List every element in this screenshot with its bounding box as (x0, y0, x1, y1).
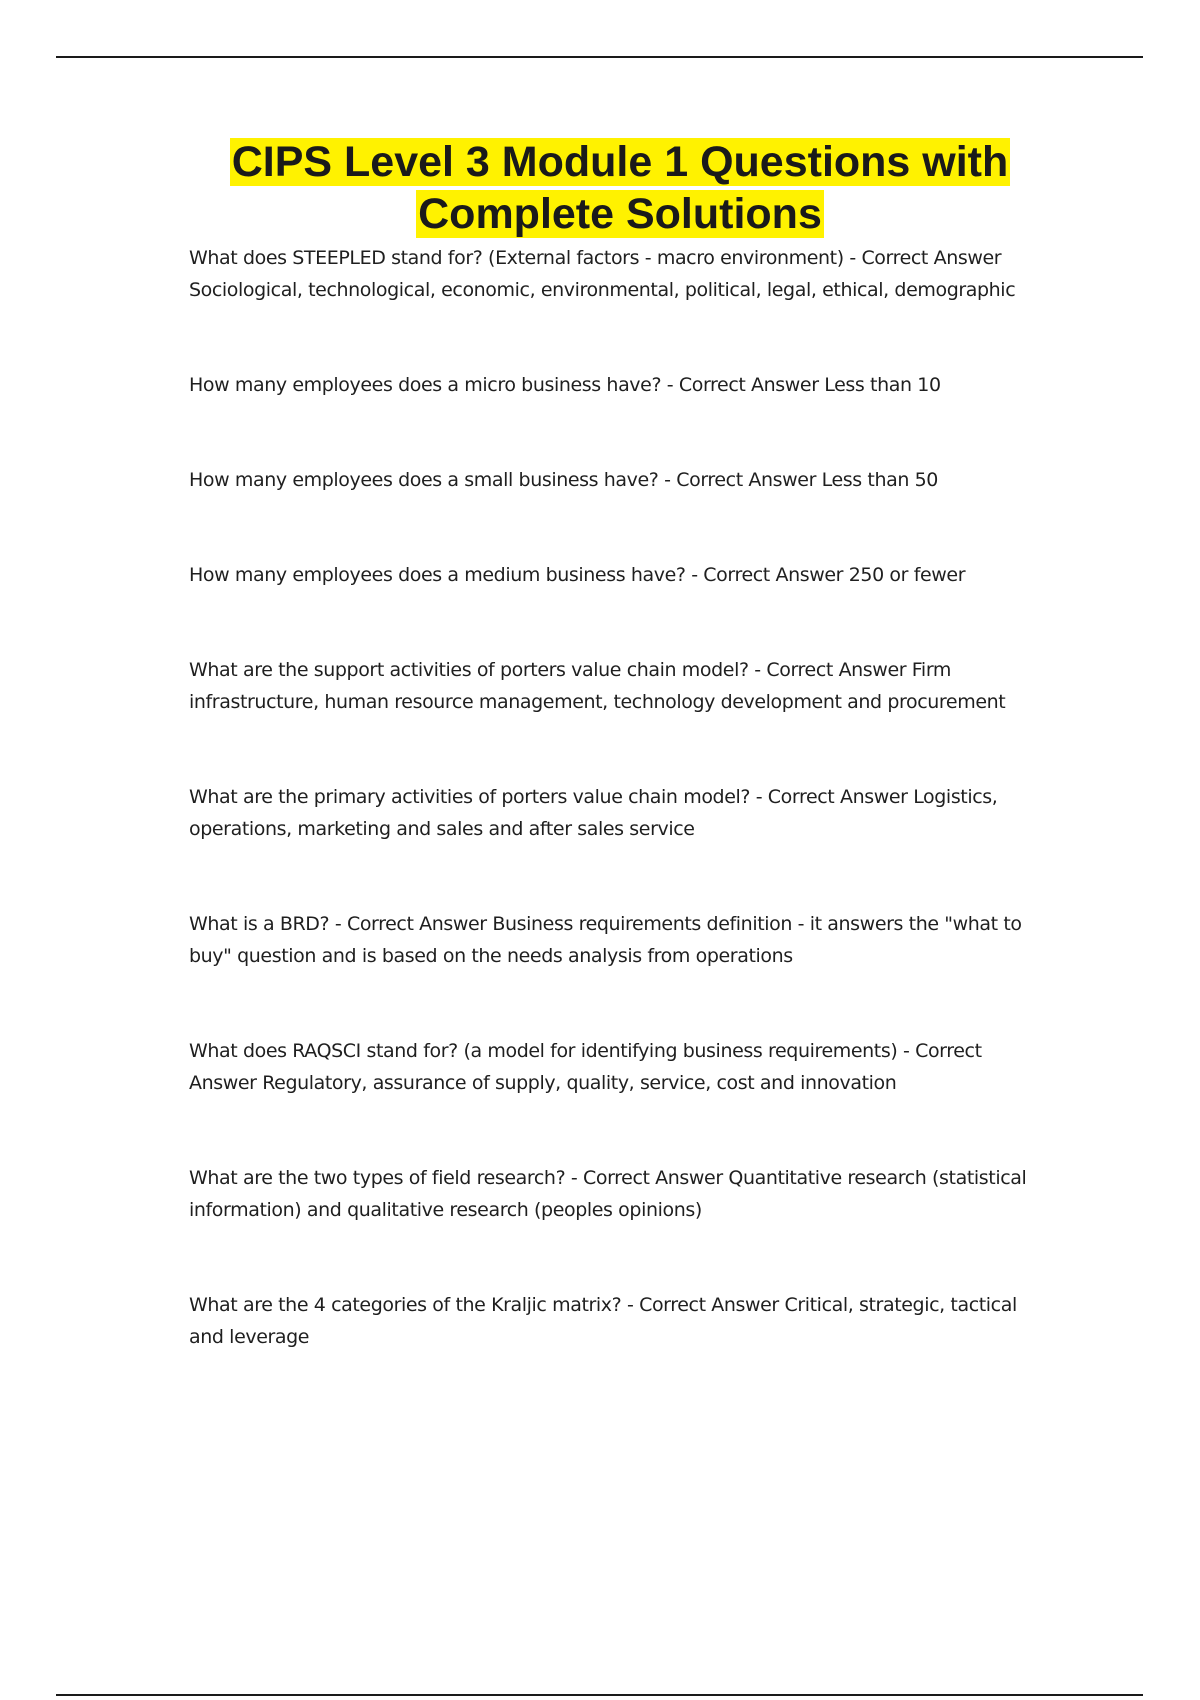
title-highlight: CIPS Level 3 Module 1 Questions with Complete Solutions (231, 138, 1009, 238)
qa-item-brd: What is a BRD? - Correct Answer Business requirements definition - it answers the "what to buy" question and is based on the needs analysis from operations (189, 913, 1022, 967)
document-title (150, 136, 1090, 240)
qa-item-field-research: What are the two types of field research? - Correct Answer Quantitative research (statistical information) and qualitative research (peoples opinions) (189, 1167, 1027, 1221)
qa-item-steepled: What does STEEPLED stand for? (External factors - macro environment) - Correct Answer Sociological, technological, economic, environmental, political, legal, ethical, demographic (189, 247, 1016, 301)
qa-item-micro-business: How many employees does a micro business have? - Correct Answer Less than 10 (189, 374, 941, 396)
bottom-rule (56, 1694, 1143, 1696)
qa-item-raqsci: What does RAQSCI stand for? (a model for identifying business requirements) - Correct Answer Regulatory, assurance of supply, quality, service, cost and innovation (189, 1040, 982, 1094)
qa-item-kraljic: What are the 4 categories of the Kraljic matrix? - Correct Answer Critical, strategic, tactical and leverage (189, 1294, 1017, 1348)
qa-list (189, 242, 1049, 1416)
top-rule (56, 56, 1143, 58)
qa-item-small-business: How many employees does a small business have? - Correct Answer Less than 50 (189, 469, 938, 491)
qa-item-support-activities: What are the support activities of porters value chain model? - Correct Answer Firm infrastructure, human resource management, technology development and procurement (189, 659, 1006, 713)
qa-item-primary-activities: What are the primary activities of porters value chain model? - Correct Answer Logistics, operations, marketing and sales and after sales service (189, 786, 998, 840)
qa-item-medium-business: How many employees does a medium business have? - Correct Answer 250 or fewer (189, 564, 966, 586)
